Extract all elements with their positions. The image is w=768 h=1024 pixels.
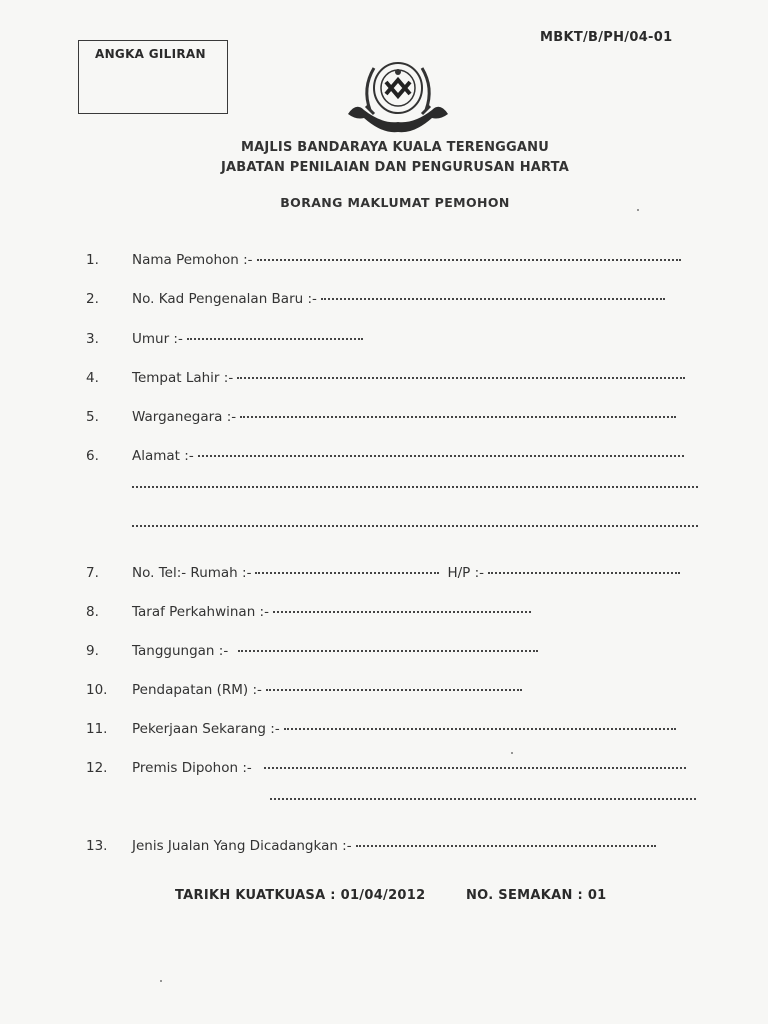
field-label: Nama Pemohon :- — [132, 252, 253, 268]
fill-line[interactable] — [132, 523, 698, 527]
field-number: 3. — [86, 331, 99, 347]
revision-number: NO. SEMAKAN : 01 — [466, 888, 607, 903]
field-alamat-line3 — [132, 526, 698, 546]
field-label: Pekerjaan Sekarang :- — [132, 721, 280, 737]
fill-line[interactable] — [284, 726, 676, 730]
scan-speck — [637, 209, 639, 211]
document-code: MBKT/B/PH/04-01 — [540, 30, 673, 45]
crest-emblem-icon — [344, 58, 452, 138]
field-number: 1. — [86, 252, 99, 268]
field-label-hp: H/P :- — [447, 565, 485, 581]
field-alamat — [86, 448, 684, 468]
field-tempat-lahir — [86, 370, 685, 390]
field-number: 13. — [86, 838, 108, 854]
fill-line[interactable] — [273, 609, 531, 613]
field-tanggungan — [86, 643, 538, 663]
field-number: 10. — [86, 682, 108, 698]
field-number: 7. — [86, 565, 99, 581]
effective-date: TARIKH KUATKUASA : 01/04/2012 — [175, 888, 426, 903]
fill-line[interactable] — [198, 453, 684, 457]
field-label: Taraf Perkahwinan :- — [132, 604, 269, 620]
field-label: Premis Dipohon :- — [132, 760, 252, 776]
fill-line[interactable] — [240, 414, 676, 418]
field-label: Tanggungan :- — [132, 643, 229, 659]
field-taraf-perkahwinan — [86, 604, 531, 624]
field-kad-pengenalan — [86, 291, 665, 311]
field-label: Umur :- — [132, 331, 183, 347]
field-pendapatan — [86, 682, 522, 702]
field-premis-dipohon — [86, 760, 686, 780]
field-alamat-line2 — [132, 487, 698, 507]
field-number: 2. — [86, 291, 99, 307]
scan-speck — [160, 980, 162, 982]
field-label: No. Kad Pengenalan Baru :- — [132, 291, 317, 307]
angka-giliran-box — [78, 40, 228, 114]
angka-giliran-label: ANGKA GILIRAN — [95, 47, 206, 61]
field-jenis-jualan — [86, 838, 656, 858]
field-pekerjaan-sekarang — [86, 721, 676, 741]
field-number: 11. — [86, 721, 108, 737]
field-premis-line2 — [270, 799, 696, 819]
field-number: 8. — [86, 604, 99, 620]
fill-line[interactable] — [270, 796, 696, 800]
fill-line[interactable] — [132, 484, 698, 488]
fill-line[interactable] — [238, 648, 538, 652]
fill-line[interactable] — [488, 570, 680, 574]
form-title: BORANG MAKLUMAT PEMOHON — [280, 195, 510, 210]
fill-line[interactable] — [187, 336, 363, 340]
organization-name: MAJLIS BANDARAYA KUALA TERENGGANU — [240, 140, 550, 155]
field-number: 6. — [86, 448, 99, 464]
fill-line[interactable] — [255, 570, 439, 574]
field-number: 9. — [86, 643, 99, 659]
department-name: JABATAN PENILAIAN DAN PENGURUSAN HARTA — [220, 160, 569, 175]
field-label: Alamat :- — [132, 448, 194, 464]
field-warganegara — [86, 409, 676, 429]
fill-line[interactable] — [321, 296, 665, 300]
field-label: No. Tel:- Rumah :- — [132, 565, 252, 581]
field-number: 4. — [86, 370, 99, 386]
fill-line[interactable] — [257, 257, 681, 261]
field-label: Pendapatan (RM) :- — [132, 682, 262, 698]
field-number: 5. — [86, 409, 99, 425]
fill-line[interactable] — [266, 687, 522, 691]
field-number: 12. — [86, 760, 108, 776]
field-nama-pemohon — [86, 252, 681, 272]
field-label: Tempat Lahir :- — [132, 370, 234, 386]
field-no-tel — [86, 565, 680, 585]
scan-speck — [511, 752, 513, 754]
fill-line[interactable] — [264, 765, 686, 769]
field-label: Warganegara :- — [132, 409, 237, 425]
fill-line[interactable] — [237, 375, 685, 379]
field-label: Jenis Jualan Yang Dicadangkan :- — [132, 838, 352, 854]
fill-line[interactable] — [356, 843, 656, 847]
field-umur — [86, 331, 363, 351]
